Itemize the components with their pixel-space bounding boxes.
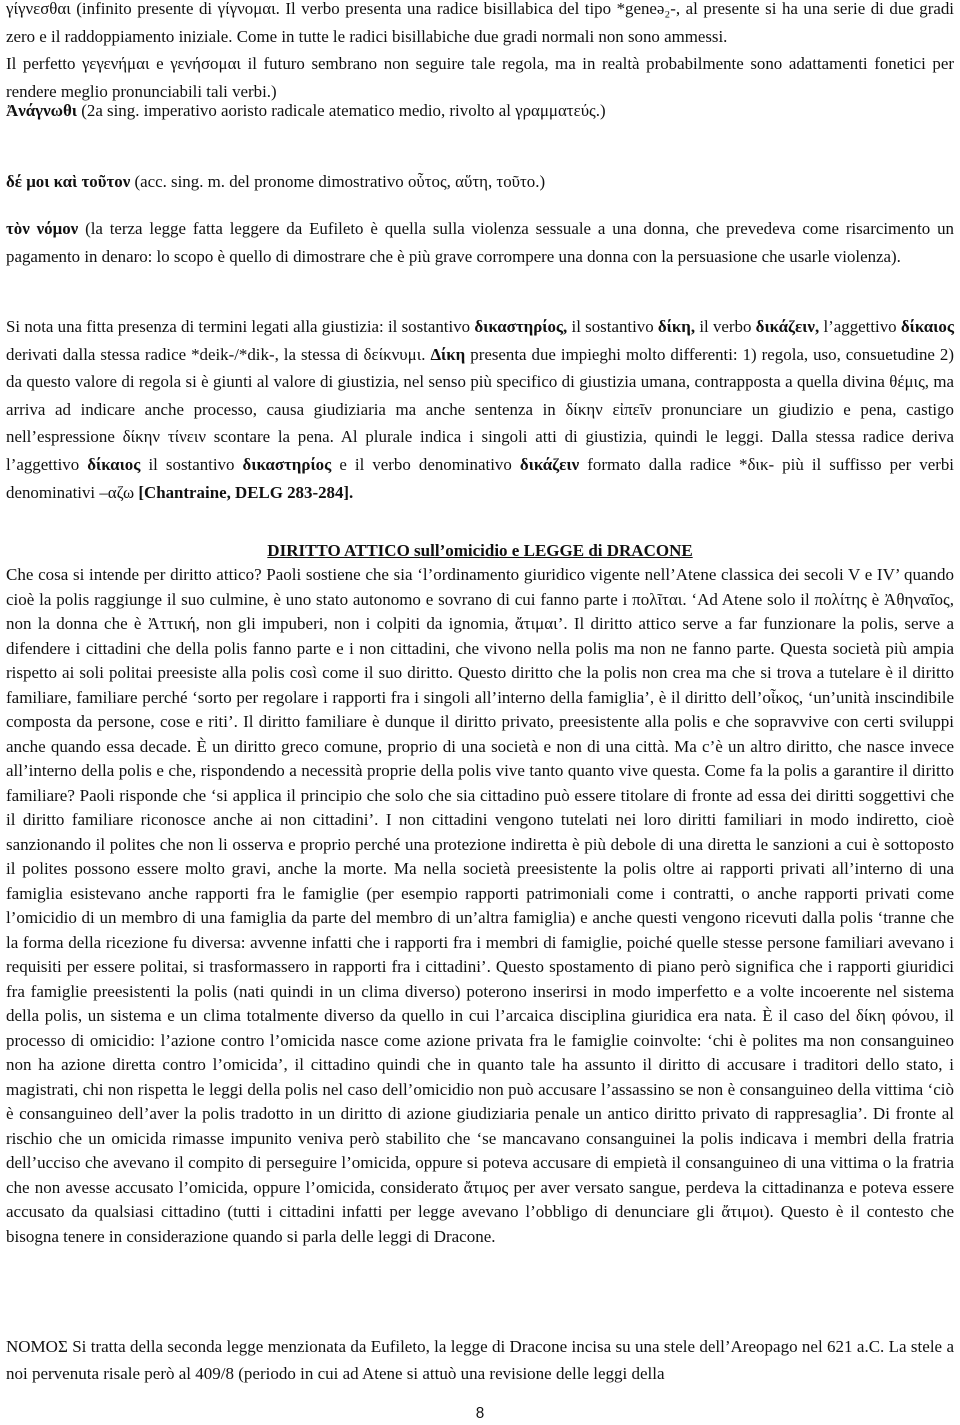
page-number: 8 [475, 1405, 485, 1422]
tonnomon-lemma: τὸν νόμον [6, 219, 79, 238]
justice-text-7: il sostantivo [140, 454, 243, 474]
anagnothi-paragraph [6, 97, 954, 125]
term-dikaios-second: δίκαιος [87, 454, 141, 474]
term-dikazein: δικάζειν, [755, 317, 820, 336]
justice-text-8: e il verbo denominativo [331, 454, 520, 474]
section-title: DIRITTO ATTICO sull’omicidio e LEGGE di DRACONE [267, 541, 693, 560]
tonnomon-paragraph [6, 215, 954, 270]
term-dikasterios-second: δικαστηρίος [242, 454, 332, 474]
justice-text-3: il verbo [695, 317, 756, 336]
anagnothi-gloss: (2a sing. imperativo aoristo radicale atematico medio, rivolto al γραμματεύς.) [77, 101, 606, 120]
justice-text-2: il sostantivo [567, 317, 658, 336]
justice-text-9: formato dalla radice *δικ- più il suffisso per verbi denominativi –αζω [6, 454, 954, 502]
bibliographic-reference: [Chantraine, DELG 283-284]. [138, 482, 354, 502]
term-dikasterios: δικαστηρίος, [474, 317, 568, 336]
term-dike-capital: Δίκη [430, 344, 466, 364]
justice-text-4: l’aggettivo [819, 317, 901, 336]
justice-text-6: presenta due impieghi molto differenti: 1) regola, uso, consuetudine 2) da questo valore di regola si è giunti al valore di giustizia, nel senso più specifico di giustizia umana, contrapposta a quella divina θέμις, ma arriva ad indicare anche processo, causa giudiziaria ma anche sentenza in δίκην εἰπεῖν pronunciare un giudizio e pena, castigo nell’espressione δίκην τίνειν scontare la pena. Al plurale indica i singoli atti di giustizia, quindi le leggi. Dalla stessa radice deriva l’aggettivo [6, 344, 954, 474]
term-dikazein-second: δικάζειν [519, 454, 580, 474]
justice-terms-paragraph [6, 313, 954, 506]
demoi-block [6, 168, 954, 196]
justice-terms-block [6, 313, 954, 506]
tonnomon-block [6, 215, 954, 270]
attic-law-paragraph: Che cosa si intende per diritto attico? Paoli sostiene che sia ‘l’ordinamento giuridico vigente nell’Atene classica dei secoli V e IV’ quando cioè la polis raggiunge il suo culmine, è uno stato autonomo e sovrano di cui fanno parte i πολῖται. ‘Ad Atene solo il πολίτης è Ἀθηναῖος, non la donna che è Ἀττική, non gli impuberi, non i colpiti da ignomia, ἄτιμαι’. Il diritto attico serve a far funzionare la polis, serve a difendere i cittadini che della polis fanno parte e i non cittadini, che vivono nella polis ma non ne fanno parte. Questa società più ampia rispetto ai soli politai preesiste alla polis così come il suo diritto. Questo diritto che la polis non crea ma che si trova a tutelare è il diritto familiare, familiare perché ‘sorto per regolare i rapporti fra i singoli all’interno della famiglia’, è il diritto dell’οἶκος, ‘un’unità inscindibile composta da persone, cose e riti’. Il diritto familiare è dunque il diritto privato, preesistente alla polis e che sopravvive con certi sviluppi anche quando essa decade. È un diritto greco comune, proprio di una società e non di una città. Ma c’è un altro diritto, che nasce invece all’interno della polis e che, rispondendo a necessità proprie della polis vive tanto quanto vive questa. Come fa la polis a garantire il diritto familiare? Paoli risponde che ‘si applica il principio che solo che sia cittadino può essere titolare di fronte ad essa dei diritti soggettivi che il diritto familiare riconosce anche ai non cittadini’. I non cittadini vengono tutelati nei loro diritti familiari in modo indiretto, cioè sanzionando il polites che non li osserva e proprio perché una protezione indiretta è più debole di una diretta le sanzioni a cui è sottoposto il polites possono essere molto gravi, anche la morte. Ma nella società preesistente la polis oltre ai rapporti privati all’interno di una famiglia esistevano anche rapporti fra le famiglie (per esempio rapporti patrimoniali come i contratti, o anche rapporti privati come l’omicidio di un membro di una famiglia da parte del membro di un’altra famiglia) e anche questi vengono ricevuti dalla polis ‘tranne che la forma della ricezione fu diversa: avvenne infatti che i rapporti fra i membri di famiglie, poiché quelle stesse persone familiari avevano i requisiti per essere politai, si trasformassero in rapporti fra i cittadini’. Questo spostamento di piano però significa che i rapporti giuridici fra famiglie preesistenti la polis (nati quindi in un clima diverso) poterono inserirsi in modo imperfetto e a volte incoerente nel sistema della polis, un sistema e un clima totalmente diverso da quello in cui l’arcaica disciplina giuridica era nata. È il caso del δίκη φόνου, il processo di omicidio: l’azione contro l’omicida nasce come azione privata fra le famiglie coinvolte: ‘chi è polites ma non consanguineo non ha azione diretta contro l’omicida’, il cittadino quindi che in quanto tale ha assunto il diritto di accusare i traditori dello stato, i magistrati, chi non rispetta le leggi della polis nel caso dell’omicidio non può accusare l’assassino se non è consanguineo della vittima ‘ciò è consanguineo dell’aver la polis tradotto in un diritto di azione giudiziaria penale un antico diritto privato di rappresaglia’. Di fronte al rischio che un omicida rimasse impunito veniva però stabilito che ‘se mancavano consanguinei la polis indicava i membri della fratria dell’ucciso che avevano il compito di perseguire l’omicida, oppure si poteva accusare di empietà il consanguineo di una vittima o la fratria che non avesse accusato l’omicida, oppure l’omicida, considerato ἄτιμος per aver versato sangue, perdeva la cittadinanza e poteva essere accusato da qualsiasi cittadino (tutti i cittadini infatti per legge avevano l’obbligo di denunciare gli ἄτιμοι). Questo è il contesto che bisogna tenere in considerazione quando si parla delle leggi di Dracone. [6, 565, 954, 1246]
term-dikaios: δίκαιος [900, 317, 954, 336]
demoi-gloss: (acc. sing. m. del pronome dimostrativo οὗτος, αὕτη, τοῦτο.) [130, 172, 546, 191]
justice-text-1: Si nota una fitta presenza di termini legati alla giustizia: il sostantivo [6, 317, 475, 336]
term-dike: δίκη, [657, 317, 696, 336]
tonnomon-gloss: (la terza legge fatta leggere da Eufileto è quella sulla violenza sessuale a una donna, che prevedeva come risarcimento un pagamento in denaro: lo scopo è quello di dimostrare che è più grave corrompere una donna con la persuasione che usarle violenza). [6, 219, 954, 266]
intro-text-a: γίγνεσθαι (infinito presente di γίγνομαι. Il verbo presenta una radice bisillabica del tipo *geneə₂-, al presente si ha una serie di due gradi zero e il raddoppiamento iniziale. Come in tutte le radici bisillabiche due gradi normali non sono ammessi. [6, 0, 954, 46]
anagnothi-block [6, 97, 954, 125]
demoi-paragraph [6, 168, 954, 196]
intro-block [6, 0, 954, 105]
demoi-lemma: δέ μοι καὶ τοῦτον [6, 172, 131, 191]
nomos-block [6, 1333, 954, 1387]
intro-paragraph-a [6, 0, 954, 50]
justice-text-5: derivati dalla stessa radice *deik-/*dik-, la stessa di δείκνυμι. [6, 344, 431, 364]
nomos-paragraph: ΝΟΜΟΣ Si tratta della seconda legge menzionata da Eufileto, la legge di Dracone incisa su una stele dell’Areopago nel 621 a.C. La stele a noi pervenuta risale però al 409/8 (periodo in cui ad Atene si attuò una revisione delle leggi della [6, 1337, 954, 1383]
intro-text-b: Il perfetto γεγενήμαι e γενήσομαι il futuro sembrano non seguire tale regola, ma in realtà probabilmente sono adattamenti fonetici per rendere meglio pronunciabili tali verbi.) [6, 54, 954, 101]
attic-law-block [6, 563, 954, 1249]
anagnothi-lemma: Ἀνάγνωθι [6, 101, 78, 120]
